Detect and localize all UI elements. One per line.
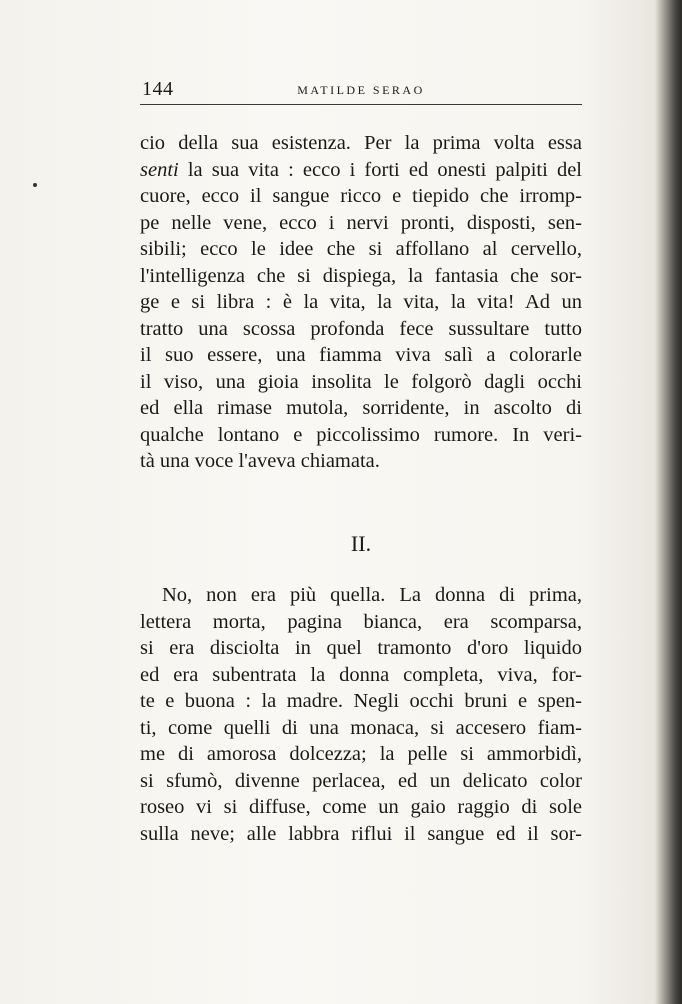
text-line: qualche lontano e piccolissimo rumore. In veri- [140, 423, 582, 446]
page-number: 144 [142, 78, 174, 100]
page-header [140, 78, 582, 105]
text-line: te e buona : la madre. Negli occhi bruni e spen- [140, 690, 582, 712]
italic-word: senti [140, 158, 179, 181]
text-line: ed ella rimase mutola, sorridente, in ascolto di [140, 397, 582, 419]
text-line: cio della sua esistenza. Per la prima volta essa [140, 132, 582, 154]
text-line: me di amorosa dolcezza; la pelle si ammorbidì, [140, 743, 582, 765]
text-line: pe nelle vene, ecco i nervi pronti, disposti, sen- [140, 211, 582, 234]
text-line: No, non era più quella. La donna di prima, [162, 584, 582, 606]
text-line: senti la sua vita : ecco i forti ed onesti palpiti del [140, 158, 582, 181]
text-line: ge e si libra : è la vita, la vita, la vita! Ad un [140, 291, 582, 313]
text-line: il suo essere, una fiamma viva salì a colorarle [140, 344, 582, 366]
text-line: cuore, ecco il sangue ricco e tiepido che irromp- [140, 185, 582, 207]
text-line: lettera morta, pagina bianca, era scomparsa, [140, 610, 582, 633]
text-line: ed era subentrata la donna completa, viva, for- [140, 663, 582, 686]
ink-speck [33, 183, 37, 187]
section-heading: II. [350, 531, 372, 556]
text-line: tà una voce l'aveva chiamata. [140, 450, 380, 472]
paragraph-continued [140, 130, 582, 475]
text-line: il viso, una gioia insolita le folgorò dagli occhi [140, 370, 582, 393]
text-line: sibili; ecco le idee che si affollano al cervello, [140, 238, 582, 260]
paragraph-section-2 [140, 582, 582, 847]
text-line: roseo vi si diffuse, come un gaio raggio di sole [140, 796, 582, 818]
text-line: ti, come quelli di una monaca, si accesero fiam- [140, 716, 582, 739]
text-line: sulla neve; alle labbra riflui il sangue ed il sor- [140, 822, 582, 845]
running-head: MATILDE SERAO [297, 83, 425, 97]
text-line: tratto una scossa profonda fece sussultare tutto [140, 317, 582, 340]
text-line: l'intelligenza che si dispiega, la fantasia che sor- [140, 264, 582, 287]
text-line: si sfumò, divenne perlacea, ed un delicato color [140, 769, 582, 792]
text-line: si era disciolta in quel tramonto d'oro liquido [140, 637, 582, 659]
